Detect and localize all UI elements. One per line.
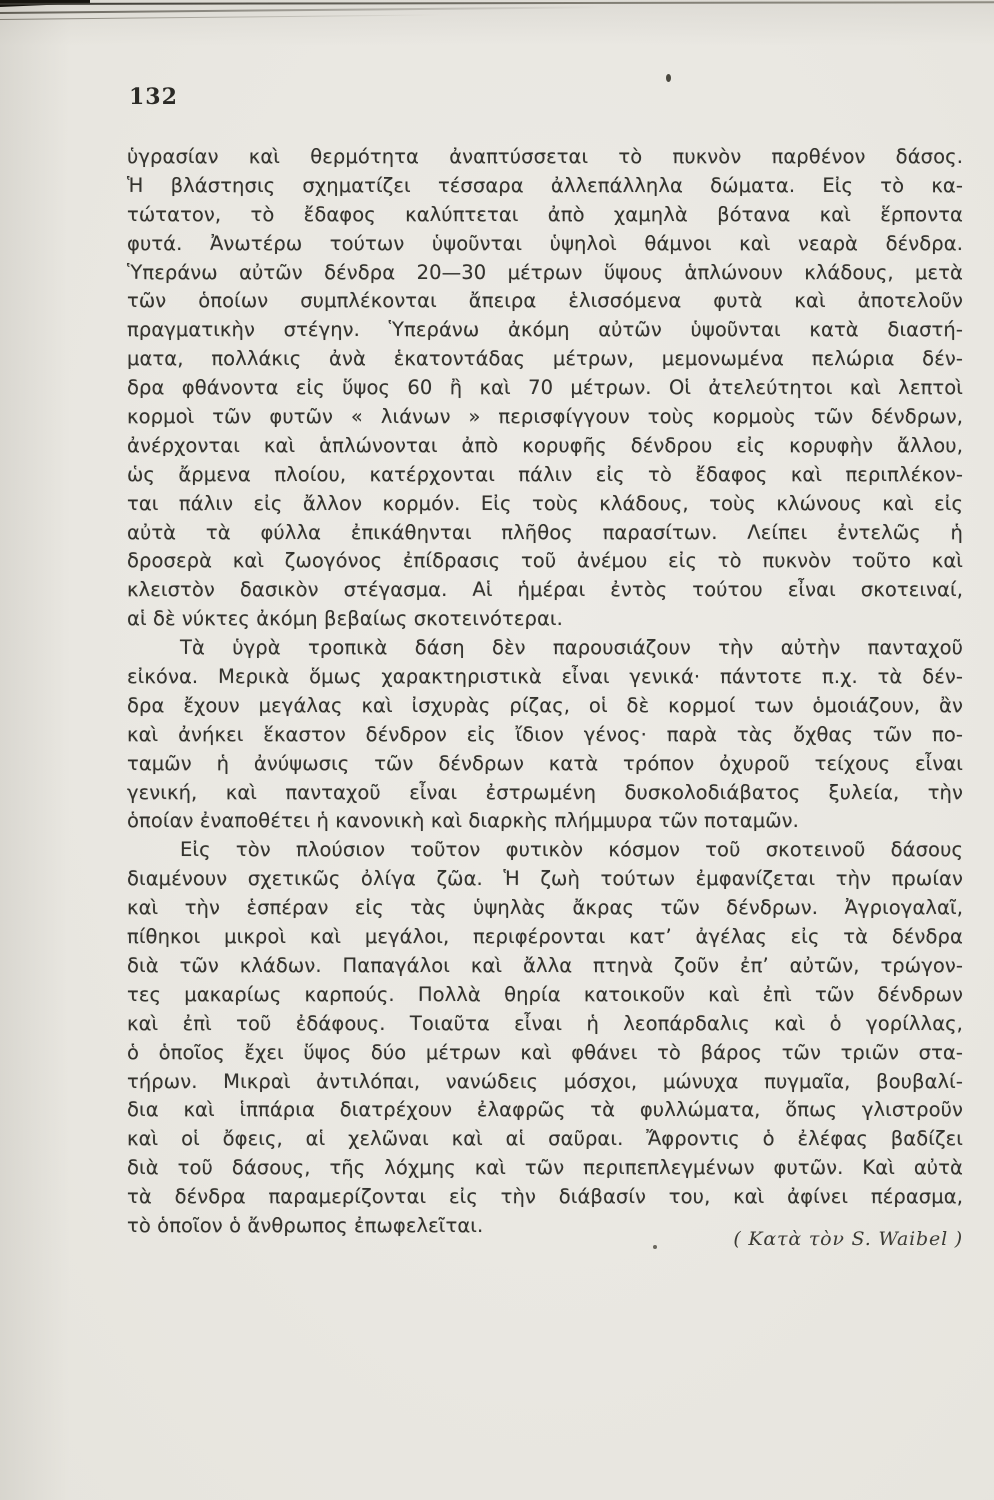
text-line: διὰ τοῦ δάσους, τῆς λόχμης καὶ τῶν περιπεπλεγμένων φυτῶν. Καὶ αὐτὰ [127, 1156, 963, 1180]
text-line: κλειστὸν δασικὸν στέγασμα. Αἱ ἡμέραι ἐντὸς τούτου εἶναι σκοτειναί, [127, 578, 963, 602]
text-line: καὶ ἐπὶ τοῦ ἐδάφους. Τοιαῦτα εἶναι ἡ λεοπάρδαλις καὶ ὁ γορίλλας, [127, 1011, 963, 1035]
text-line: τῶν ὁποίων συμπλέκονται ἄπειρα ἑλισσόμενα φυτὰ καὶ ἀποτελοῦν [127, 289, 963, 313]
text-line: αἱ δὲ νύκτες ἀκόμη βεβαίως σκοτεινότεραι. [127, 607, 563, 631]
ink-speck [666, 74, 671, 82]
paragraph [127, 634, 963, 836]
text-line: Τὰ ὑγρὰ τροπικὰ δάση δὲν παρουσιάζουν τὴν αὐτὴν πανταχοῦ [180, 636, 963, 660]
text-line: καὶ ἀνήκει ἕκαστον δένδρον εἰς ἴδιον γένος· παρὰ τὰς ὄχθας τῶν πο- [127, 722, 963, 746]
text-line: δρα φθάνοντα εἰς ὕψος 60 ἢ καὶ 70 μέτρων. Οἱ ἀτελεύτητοι καὶ λεπτοὶ [127, 376, 963, 400]
scan-edge-line [0, 14, 440, 20]
body-text [127, 143, 963, 1241]
text-line: ὑγρασίαν καὶ θερμότητα ἀναπτύσσεται τὸ πυκνὸν παρθένον δάσος. [127, 145, 963, 168]
text-line: αὐτὰ τὰ φύλλα ἐπικάθηνται πλῆθος παρασίτων. Λείπει ἐντελῶς ἡ [127, 520, 963, 544]
text-line: ὡς ἄρμενα πλοίου, κατέρχονται πάλιν εἰς τὸ ἔδαφος καὶ περιπλέκον- [127, 462, 963, 486]
text-line: ὁ ὁποῖος ἔχει ὕψος δύο μέτρων καὶ φθάνει τὸ βάρος τῶν τριῶν στα- [127, 1040, 963, 1064]
text-line: διαμένουν σχετικῶς ὀλίγα ζῶα. Ἡ ζωὴ τούτων ἐμφανίζεται τὴν πρωίαν [127, 867, 963, 891]
text-line: φυτά. Ἀνωτέρω τούτων ὑψοῦνται ὑψηλοὶ θάμνοι καὶ νεαρὰ δένδρα. [127, 231, 963, 255]
text-line: ται πάλιν εἰς ἄλλον κορμόν. Εἰς τοὺς κλάδους, τοὺς κλώνους καὶ εἰς [127, 491, 963, 515]
paragraph [127, 143, 963, 634]
text-line: δροσερὰ καὶ ζωογόνος ἐπίδρασις τοῦ ἀνέμου εἰς τὸ πυκνὸν τοῦτο καὶ [127, 549, 963, 573]
attribution: ( Κατὰ τὸν S. Waibel ) [733, 1228, 963, 1250]
text-line: Ὑπεράνω αὐτῶν δένδρα 20—30 μέτρων ὕψους ἁπλώνουν κλάδους, μετὰ [127, 260, 963, 284]
text-line: δια καὶ ἱππάρια διατρέχουν ἐλαφρῶς τὰ φυλλώματα, ὅπως γλιστροῦν [127, 1098, 963, 1122]
scan-edge-line [0, 6, 600, 14]
ink-speck [653, 1245, 657, 1249]
text-line: ταμῶν ἡ ἀνύψωσις τῶν δένδρων κατὰ τρόπον ὀχυροῦ τείχους εἶναι [127, 751, 963, 775]
text-line: πραγματικὴν στέγην. Ὑπεράνω ἀκόμη αὐτῶν ὑψοῦνται κατὰ διαστή- [127, 318, 963, 342]
text-line: τώτατον, τὸ ἔδαφος καλύπτεται ἀπὸ χαμηλὰ βότανα καὶ ἕρποντα [127, 202, 963, 226]
text-line: τες μακαρίως καρπούς. Πολλὰ θηρία κατοικοῦν καὶ ἐπὶ τῶν δένδρων [127, 982, 963, 1006]
text-line: καὶ οἱ ὄφεις, αἱ χελῶναι καὶ αἱ σαῦραι. Ἄφροντις ὁ ἐλέφας βαδίζει [127, 1127, 963, 1151]
text-line: δρα ἔχουν μεγάλας καὶ ἰσχυρὰς ρίζας, οἱ δὲ κορμοί των ὁμοιάζουν, ἂν [127, 693, 963, 717]
text-line: κορμοὶ τῶν φυτῶν « λιάνων » περισφίγγουν τοὺς κορμοὺς τῶν δένδρων, [127, 405, 963, 429]
text-line: ὁποίαν ἐναποθέτει ἡ κανονικὴ καὶ διαρκὴς πλήμμυρα τῶν ποταμῶν. [127, 809, 799, 833]
text-line: τὰ δένδρα παραμερίζονται εἰς τὴν διάβασίν του, καὶ ἀφίνει πέρασμα, [127, 1185, 963, 1209]
paragraph [127, 836, 963, 1240]
text-line: εἰκόνα. Μερικὰ ὅμως χαρακτηριστικὰ εἶναι γενικά· πάντοτε π.χ. τὰ δέν- [127, 665, 963, 689]
page-number: 132 [129, 84, 178, 110]
text-line: Ἡ βλάστησις σχηματίζει τέσσαρα ἀλλεπάλληλα δώματα. Εἰς τὸ κα- [127, 173, 963, 197]
text-line: καὶ τὴν ἑσπέραν εἰς τὰς ὑψηλὰς ἄκρας τῶν δένδρων. Ἀγριογαλαῖ, [127, 896, 963, 920]
text-line: πίθηκοι μικροὶ καὶ μεγάλοι, περιφέρονται κατ’ ἀγέλας εἰς τὰ δένδρα [127, 925, 963, 949]
scan-edge-line [0, 1, 994, 5]
text-line: τὸ ὁποῖον ὁ ἄνθρωπος ἐπωφελεῖται. [127, 1213, 484, 1237]
text-line: ἀνέρχονται καὶ ἁπλώνονται ἀπὸ κορυφῆς δένδρου εἰς κορυφὴν ἄλλου, [127, 433, 963, 457]
text-line: τήρων. Μικραὶ ἀντιλόπαι, νανώδεις μόσχοι, μώνυχα πυγμαῖα, βουβαλί- [127, 1069, 963, 1093]
text-line: γενική, καὶ πανταχοῦ εἶναι ἐστρωμένη δυσκολοδιάβατος ξυλεία, τὴν [127, 780, 963, 804]
text-line: διὰ τῶν κλάδων. Παπαγάλοι καὶ ἄλλα πτηνὰ ζοῦν ἐπ’ αὐτῶν, τρώγον- [127, 953, 963, 977]
text-line: Εἰς τὸν πλούσιον τοῦτον φυτικὸν κόσμον τοῦ σκοτεινοῦ δάσους [180, 838, 963, 862]
text-line: ματα, πολλάκις ἀνὰ ἑκατοντάδας μέτρων, μεμονωμένα πελώρια δέν- [127, 347, 963, 371]
